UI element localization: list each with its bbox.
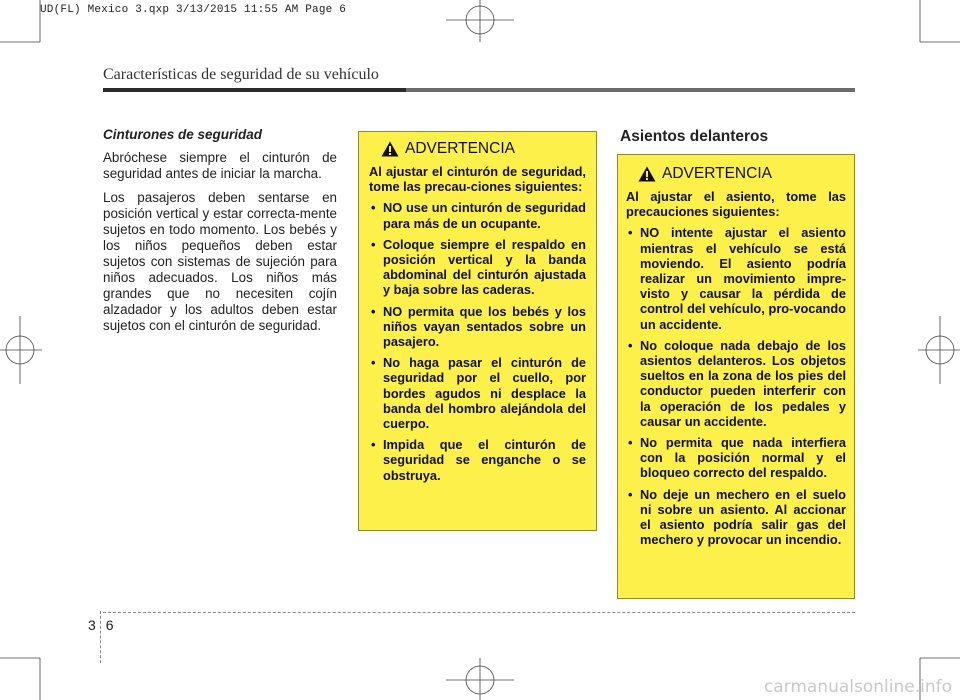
watermark: carmanualsonline.info [763, 677, 952, 697]
page-header-title: Características de seguridad de su vehículo [103, 66, 379, 83]
seat-warning-header [638, 165, 846, 183]
seatbelts-paragraph-1: Abróchese siempre el cinturón de seguridad antes de iniciar la marcha. [103, 150, 337, 181]
header-rule-accent [103, 88, 406, 92]
seatbelt-warning-box [358, 131, 597, 531]
seatbelts-heading: Cinturones de seguridad [103, 127, 263, 142]
seat-warning-title: ADVERTENCIA [662, 165, 772, 182]
list-item: • NO permita que los bebés y los niños vayan sentados sobre un pasajero. [369, 304, 586, 350]
list-item: • Coloque siempre el respaldo en posición vertical y la banda abdominal del cinturón ajustada y baja sobre las caderas. [369, 237, 586, 298]
seatbelts-paragraph-2: Los pasajeros deben sentarse en posición vertical y estar correcta-mente sujetos en todo momento. Los bebés y los niños pequeños deben estar sujetos con sistemas de sujeción para niños adecuados. Los niños más grandes que no necesiten cojín alzadador y los adultos deben estar sujetos con el cinturón de seguridad. [103, 190, 337, 333]
list-item: • No haga pasar el cinturón de seguridad por el cuello, por bordes agudos ni desplace la banda del hombro alejándola del cuerpo. [369, 355, 586, 431]
seatbelt-warning-title: ADVERTENCIA [405, 140, 515, 157]
list-item: • NO intente ajustar el asiento mientras el vehículo se está moviendo. El asiento podría realizar un movimiento impre-visto y causar la pérdida de control del vehículo, pro-vocando un accidente. [626, 225, 846, 331]
list-item: • NO use un cinturón de seguridad para más de un ocupante. [369, 200, 586, 230]
warning-triangle-icon [381, 141, 399, 157]
seat-warning-list [626, 225, 846, 547]
footer-rule [103, 612, 855, 613]
seat-warning-intro: Al ajustar el asiento, tome las precauciones siguientes: [626, 189, 846, 220]
registration-mark-right-icon [918, 316, 960, 384]
seatbelt-warning-list [369, 200, 586, 482]
registration-mark-left-icon [0, 316, 42, 384]
list-item: • No deje un mechero en el suelo ni sobre un asiento. Al accionar el asiento podría salir gas del mechero y provocar un incendio. [626, 487, 846, 548]
list-item: • Impida que el cinturón de seguridad se enganche o se obstruya. [369, 437, 586, 483]
warning-triangle-icon [638, 166, 656, 182]
page-number-value: 6 [105, 617, 114, 633]
registration-mark-bottom-icon [446, 658, 514, 700]
seatbelt-warning-header [381, 140, 586, 158]
registration-mark-top-icon [446, 0, 514, 42]
page-number [88, 617, 114, 669]
page-number-divider [100, 611, 102, 663]
list-item: • No permita que nada interfiera con la posición normal y el bloqueo correcto del respaldo. [626, 435, 846, 481]
seatbelts-section [103, 127, 337, 342]
list-item: • No coloque nada debajo de los asientos delanteros. Los objetos sueltos en la zona de los pies del conductor pueden interferir con la operación de los pedales y causar un accidente. [626, 338, 846, 429]
print-slug: UD(FL) Mexico 3.qxp 3/13/2015 11:55 AM Page 6 [40, 4, 347, 16]
front-seats-heading: Asientos delanteros [620, 128, 769, 145]
header-rule [103, 88, 855, 92]
seat-warning-box [617, 154, 855, 599]
section-number: 3 [88, 617, 96, 633]
seatbelt-warning-intro: Al ajustar el cinturón de seguridad, tome las precau-ciones siguientes: [369, 164, 586, 195]
